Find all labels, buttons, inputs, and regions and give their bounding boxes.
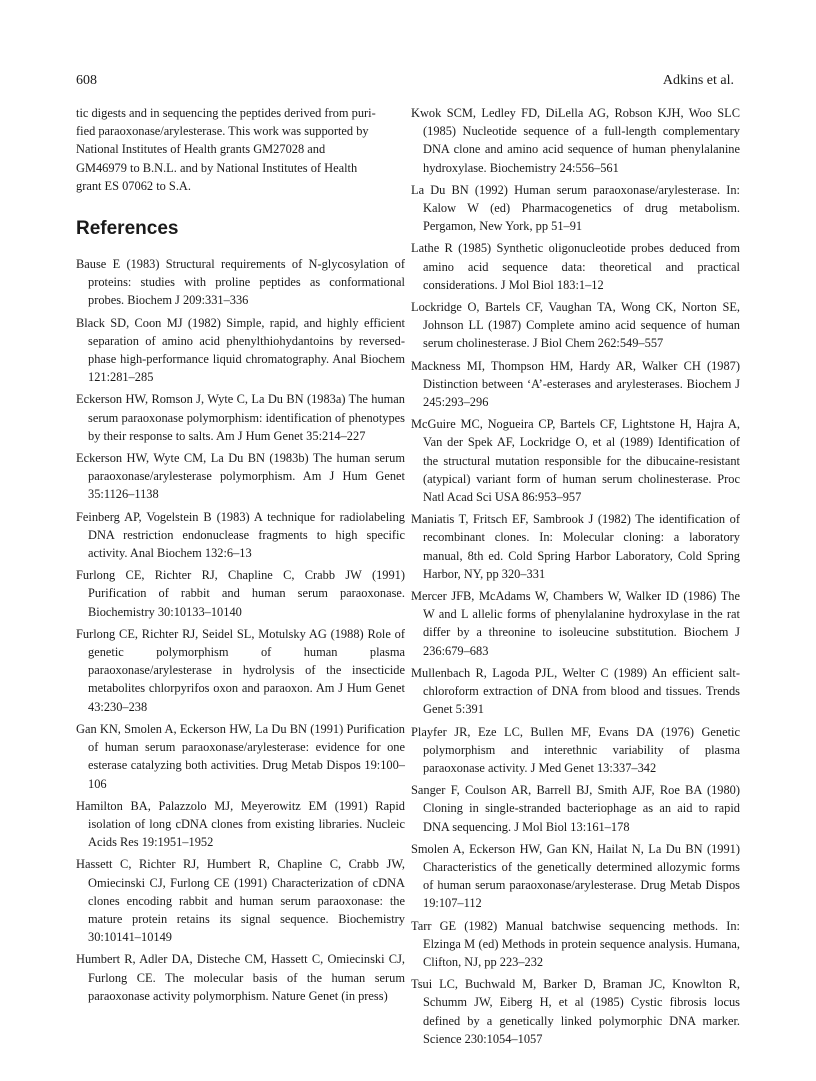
reference-tsui-1985: Tsui LC, Buchwald M, Barker D, Braman JC, Knowlton R, Schumm JW, Eiberg H, et al (1985) Cystic fibrosis locus defined by a genetically linked polymorphic DNA marker. Science 230:1054–1057 [411, 977, 740, 1046]
reference-bause-1983: Bause E (1983) Structural requirements of N-glycosylation of proteins: studies with proline peptides as conformational probes. Biochem J 209:331–336 [76, 257, 405, 308]
reference-feinberg-1983: Feinberg AP, Vogelstein B (1983) A technique for radiolabeling DNA restriction endonuclease fragments to high specific activity. Anal Biochem 132:6–13 [76, 509, 405, 561]
left-column [76, 104, 405, 1009]
acknowledgment-line: GM46979 to B.N.L. and by National Institutes of Health [76, 160, 358, 175]
reference-lockridge-1987: Lockridge O, Bartels CF, Vaughan TA, Wong CK, Norton SE, Johnson LL (1987) Complete amino acid sequence of human serum cholinesterase. J Biol Chem 262:549–557 [411, 300, 740, 351]
acknowledgment-line: fied paraoxonase/arylesterase. This work was supported by [76, 124, 369, 139]
reference-mullenbach-1989: Mullenbach R, Lagoda PJL, Welter C (1989) An efficient salt-chloroform extraction of DNA from blood and tissues. Trends Genet 5:391 [411, 665, 740, 717]
reference-ladu-1992: La Du BN (1992) Human serum paraoxonase/arylesterase. In: Kalow W (ed) Pharmacogenetics of drug metabolism. Pergamon, New York, pp 51–91 [411, 182, 740, 234]
acknowledgment-paragraph [76, 104, 405, 195]
references-heading: References [76, 218, 179, 240]
reference-mackness-1987: Mackness MI, Thompson HM, Hardy AR, Walker CH (1987) Distinction between ‘A’-esterases and arylesterases. Biochem J 245:293–296 [411, 358, 740, 410]
reference-gan-1991: Gan KN, Smolen A, Eckerson HW, La Du BN (1991) Purification of human serum paraoxonase/arylesterase: evidence for one esterase catalyzing both activities. Drug Metab Dispos 19:100–106 [76, 721, 405, 791]
reference-furlong-1991: Furlong CE, Richter RJ, Chapline C, Crabb JW (1991) Purification of rabbit and human serum paraoxonase. Biochemistry 30:10133–10140 [76, 568, 405, 619]
reference-humbert: Humbert R, Adler DA, Disteche CM, Hassett C, Omiecinski CJ, Furlong CE. The molecular basis of the human serum paraoxonase activity polymorphism. Nature Genet (in press) [76, 952, 405, 1003]
reference-hamilton-1991: Hamilton BA, Palazzolo MJ, Meyerowitz EM (1991) Rapid isolation of long cDNA clones from existing libraries. Nucleic Acids Res 19:1951–1952 [76, 798, 405, 850]
reference-hassett-1991: Hassett C, Richter RJ, Humbert R, Chapline C, Crabb JW, Omiecinski CJ, Furlong CE (1991) Characterization of cDNA clones encoding rabbit and human serum paraoxonase: the mature protein retains its signal sequence. Biochemistry 30:10141–10149 [76, 857, 405, 945]
reference-sanger-1980: Sanger F, Coulson AR, Barrell BJ, Smith AJF, Roe BA (1980) Cloning in single-stranded bacteriophage as an aid to rapid DNA sequencing. J Mol Biol 13:161–178 [411, 783, 740, 834]
reference-lathe-1985: Lathe R (1985) Synthetic oligonucleotide probes deduced from amino acid sequence data: theoretical and practical considerations. J Mol Biol 183:1–12 [411, 241, 740, 292]
reference-mcguire-1989: McGuire MC, Nogueira CP, Bartels CF, Lightstone H, Hajra A, Van der Spek AF, Lockridge O, et al (1989) Identification of the structural mutation responsible for the dibucaine-resistant (atypical) variant form of human serum cholinesterase. Proc Natl Acad Sci USA 86:953–957 [411, 417, 740, 505]
acknowledgment-line: tic digests and in sequencing the peptides derived from puri- [76, 106, 376, 120]
reference-black-1982: Black SD, Coon MJ (1982) Simple, rapid, and highly efficient separation of amino acid phenylthiohydantoins by reversed-phase high-performance liquid chromatography. Anal Biochem 121:281–285 [76, 315, 405, 385]
reference-mercer-1986: Mercer JFB, McAdams W, Chambers W, Walker ID (1986) The W and L allelic forms of phenylalanine hydroxylase in the rat differ by a threonine to isoleucine substitution. Biochem J 236:679–683 [411, 589, 740, 658]
reference-maniatis-1982: Maniatis T, Fritsch EF, Sambrook J (1982) The identification of recombinant clones. In: Molecular cloning: a laboratory manual, 8th ed. Cold Spring Harbor Laboratory, Cold Spring Harbor, NY, pp 320–331 [411, 512, 740, 581]
running-head: Adkins et al. [662, 73, 734, 88]
acknowledgment-line: National Institutes of Health grants GM27028 and [76, 142, 326, 157]
reference-furlong-1988: Furlong CE, Richter RJ, Seidel SL, Motulsky AG (1988) Role of genetic polymorphism of human plasma paraoxonase/arylesterase in hydrolysis of the insecticide metabolites chlorpyrifos oxon and paraoxon. Am J Hum Genet 43:230–238 [76, 626, 405, 714]
reference-playfer-1976: Playfer JR, Eze LC, Bullen MF, Evans DA (1976) Genetic polymorphism and interethnic variability of plasma paraoxonase activity. J Med Genet 13:337–342 [411, 724, 740, 775]
reference-smolen-1991: Smolen A, Eckerson HW, Gan KN, Hailat N, La Du BN (1991) Characteristics of the genetically determined allozymic forms of human serum paraoxonase/arylesterase. Drug Metab Dispos 19:107–112 [411, 841, 740, 911]
reference-eckerson-1983a: Eckerson HW, Romson J, Wyte C, La Du BN (1983a) The human serum paraoxonase polymorphism: identification of phenotypes by their response to salts. Am J Hum Genet 35:214–227 [76, 392, 405, 443]
reference-tarr-1982: Tarr GE (1982) Manual batchwise sequencing methods. In: Elzinga M (ed) Methods in protein sequence analysis. Humana, Clifton, NJ, pp 223–232 [411, 918, 740, 969]
acknowledgment-line: grant ES 07062 to S.A. [76, 178, 191, 193]
right-column [411, 104, 740, 1052]
page-number: 608 [76, 73, 97, 88]
reference-kwok-1985: Kwok SCM, Ledley FD, DiLella AG, Robson KJH, Woo SLC (1985) Nucleotide sequence of a full-length complementary DNA clone and amino acid sequence of human phenylalanine hydroxylase. Biochemistry 24:556–561 [411, 106, 740, 175]
reference-eckerson-1983b: Eckerson HW, Wyte CM, La Du BN (1983b) The human serum paraoxonase/arylesterase polymorphism. Am J Hum Genet 35:1126–1138 [76, 451, 405, 502]
